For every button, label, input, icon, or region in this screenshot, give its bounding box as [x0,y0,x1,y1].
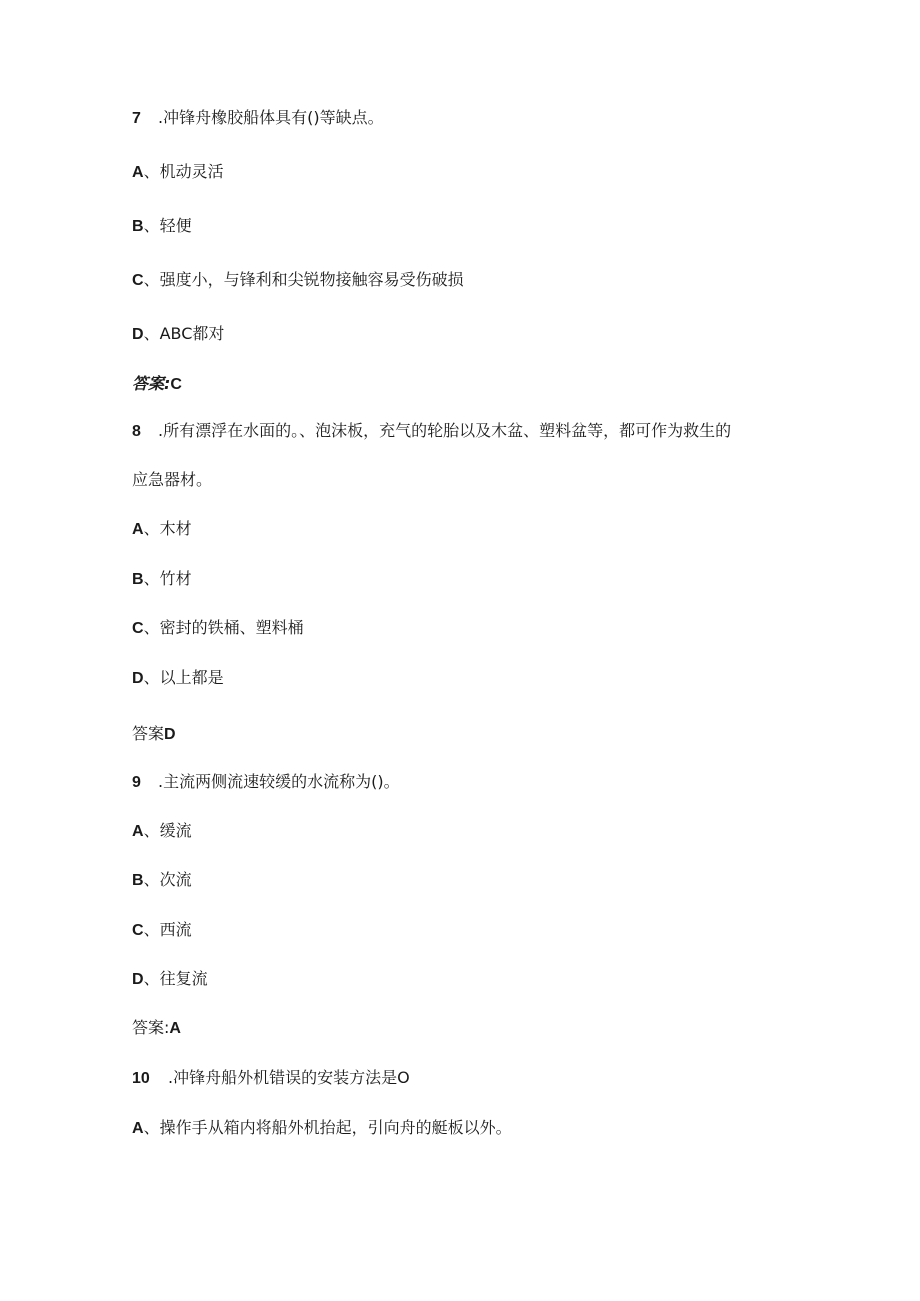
question-number: 9 [132,774,141,791]
question-8-option-d: D、以上都是 [132,668,224,687]
question-8-option-b: B、竹材 [132,569,192,588]
question-7-answer: 答案:C [132,374,182,393]
question-7-stem [132,108,384,129]
question-7-option-a: A、机动灵活 [132,162,224,181]
question-9-option-a: A、缓流 [132,821,192,840]
question-8-stem-continued [132,470,212,490]
question-9-stem [132,772,400,793]
question-text: .所有漂浮在水面的。、泡沫板，充气的轮胎以及木盆、塑料盆等，都可作为救生的 [158,421,732,440]
question-text: 应急器材。 [132,470,213,489]
question-9-option-d: D、往复流 [132,969,208,988]
question-text: .主流两侧流速较缓的水流称为()。 [158,772,400,791]
question-10-option-a: A、操作手从箱内将船外机抬起，引向舟的艇板以外。 [132,1118,512,1137]
question-number: 10 [132,1070,150,1087]
question-7-option-b: B、轻便 [132,216,192,235]
question-8-option-c: C、密封的铁桶、塑料桶 [132,618,304,637]
question-7-option-d: D、ABC都对 [132,324,225,343]
question-9-option-b: B、次流 [132,870,192,889]
question-8-stem [132,421,731,442]
question-9-option-c: C、西流 [132,920,192,939]
question-number: 8 [132,423,141,440]
question-number: 7 [132,110,141,127]
question-text: .冲锋舟船外机错误的安装方法是O [168,1068,410,1087]
question-8-answer: 答案D [132,724,176,743]
question-8-option-a: A、木材 [132,519,192,538]
question-10-stem [132,1068,410,1089]
question-text: .冲锋舟橡胶船体具有()等缺点。 [158,108,384,127]
question-7-option-c: C、强度小，与锋利和尖锐物接触容易受伤破损 [132,270,464,289]
question-9-answer: 答案:A [132,1018,181,1037]
